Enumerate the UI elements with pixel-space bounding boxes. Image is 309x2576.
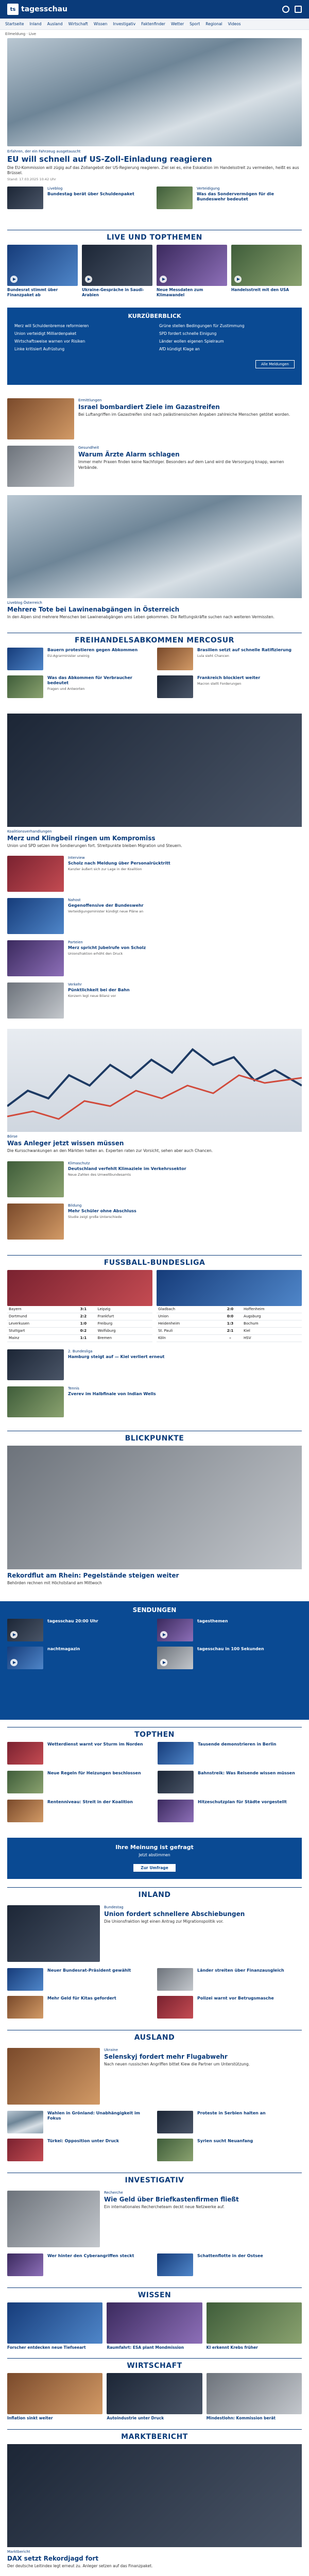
thumb-image	[157, 1996, 193, 2019]
kicker: Tennis	[68, 1386, 79, 1391]
headline[interactable]: Wetterdienst warnt vor Sturm im Norden	[47, 1742, 143, 1747]
sub: Verteidigungsminister kündigt neue Pläne an	[68, 909, 144, 914]
wissen-cards	[0, 2302, 309, 2350]
card-image	[7, 2373, 102, 2414]
sendung-item[interactable]	[157, 1647, 302, 1669]
kurz-item[interactable]: Länder wollen eigenen Spielraum	[159, 339, 224, 344]
inland-lead[interactable]	[0, 1902, 309, 1965]
headline[interactable]: Zverev im Halbfinale von Indian Wells	[68, 1391, 156, 1396]
section-title-bundesliga: FUSSBALL-BUNDESLIGA	[104, 1258, 205, 1267]
lead-meta: Stand: 17.03.2025 10:42 Uhr	[7, 177, 56, 182]
nav-item[interactable]: Sport	[190, 22, 200, 26]
sendung-title[interactable]: nachtmagazin	[47, 1647, 80, 1652]
bundesliga-tables	[0, 1270, 309, 1342]
thumb-image	[157, 2139, 193, 2161]
kurz-item[interactable]: Union verteidigt Milliardenpaket	[14, 331, 77, 336]
nav-item[interactable]: Wirtschaft	[68, 22, 88, 26]
nav-item[interactable]: Faktenfinder	[141, 22, 165, 26]
sendung-title[interactable]: tagesschau 20:00 Uhr	[47, 1619, 98, 1624]
chart-story[interactable]	[0, 1029, 309, 1154]
kurz-item[interactable]: Merz will Schuldenbremse reformieren	[14, 324, 89, 328]
wirtschaft-card[interactable]	[7, 2373, 102, 2420]
kicker: Börse	[7, 1134, 18, 1139]
live-card[interactable]	[82, 245, 152, 297]
play-icon[interactable]	[10, 276, 18, 283]
headline[interactable]: Deutschland verfehlt Klimaziele im Verkehrssektor	[68, 1166, 186, 1171]
headline[interactable]: Rentenniveau: Streit in der Koalition	[47, 1800, 133, 1805]
thumb-image	[158, 1771, 194, 1793]
headline[interactable]: Frankreich blockiert weiter	[197, 675, 261, 680]
headline[interactable]: DAX setzt Rekordjagd fort	[7, 2554, 99, 2562]
markt-story[interactable]	[0, 2444, 309, 2569]
story-image	[7, 714, 302, 827]
headline[interactable]: Hamburg steigt auf — Kiel verliert erneut	[68, 1354, 165, 1359]
thumb-image	[7, 982, 64, 1019]
kurz-item[interactable]: AfD kündigt Klage an	[159, 347, 200, 351]
table-row[interactable]: Leverkusen 1:0 Freiburg	[7, 1320, 152, 1327]
nav-item[interactable]: Startseite	[5, 22, 24, 26]
thumb-image	[157, 648, 193, 670]
story-image	[7, 2444, 302, 2547]
card-title[interactable]: Neue Messdaten zum Klimawandel	[157, 287, 203, 297]
thumb-image	[7, 856, 64, 892]
list-item[interactable]	[0, 1346, 309, 1383]
kurzueberblick-box	[7, 308, 302, 385]
play-icon[interactable]	[160, 276, 167, 283]
kicker: Gesundheit	[78, 446, 99, 450]
thumb-image	[7, 898, 64, 934]
lead-row	[0, 187, 309, 209]
breaking-text[interactable]: Eilmeldung · Live	[5, 32, 37, 36]
teaser: Bei Luftangriffen im Gazastreifen sind nach palästinensischen Angaben zahlreiche Menschen getötet worden.	[78, 412, 290, 417]
card-title[interactable]: Forscher entdecken neue Tiefseeart	[7, 2345, 86, 2350]
thumb-image	[157, 1647, 193, 1669]
ausland-item[interactable]	[157, 2111, 302, 2133]
play-icon[interactable]	[234, 276, 242, 283]
all-news-button[interactable]: Alle Meldungen	[255, 360, 295, 368]
sub: Neue Zahlen des Umweltbundesamts	[68, 1172, 131, 1177]
headline[interactable]: Bahnstreik: Was Reisende wissen müssen	[198, 1771, 295, 1776]
nav-item[interactable]: Wissen	[93, 22, 108, 26]
wirtschaft-cards	[0, 2373, 309, 2420]
results-table	[157, 1306, 302, 1342]
inland-item[interactable]	[7, 1968, 152, 1991]
section-title-markt: MARKTBERICHT	[121, 2432, 188, 2441]
kicker: Ukraine	[104, 2048, 118, 2053]
headline[interactable]: Gegenoffensive der Bundeswehr	[68, 903, 144, 908]
top-item[interactable]	[7, 1800, 151, 1822]
thumb-image	[158, 1800, 194, 1822]
card-title[interactable]: Mindestlohn: Kommission berät	[206, 2416, 276, 2421]
big-story[interactable]	[0, 714, 309, 849]
nav-item[interactable]: Videos	[228, 22, 241, 26]
headline[interactable]: Merz spricht Jubelrufe von Scholz	[68, 945, 146, 951]
lead-headline[interactable]: EU will schnell auf US-Zoll-Einladung reagieren	[7, 155, 212, 164]
card-image	[207, 2302, 302, 2344]
play-icon[interactable]	[160, 1659, 167, 1666]
card-image	[231, 245, 302, 286]
card-image	[7, 2302, 102, 2344]
headline[interactable]: Hitzeschutzplan für Städte vorgestellt	[198, 1800, 287, 1805]
headline[interactable]: Türkei: Opposition unter Druck	[47, 2139, 119, 2144]
card-image	[7, 245, 78, 286]
headline[interactable]: Warum Ärzte Alarm schlagen	[78, 451, 180, 458]
top-bar	[0, 0, 309, 19]
kurz-title: KURZÜBERBLICK	[128, 313, 181, 319]
sendung-title[interactable]: tagesschau in 100 Sekunden	[197, 1647, 264, 1652]
kicker: 2. Bundesliga	[68, 1349, 93, 1353]
story[interactable]	[0, 395, 309, 443]
thumb-image	[157, 2253, 193, 2276]
kicker: Nahost	[68, 898, 81, 903]
headline[interactable]: Schattenflotte in der Ostsee	[197, 2253, 263, 2259]
thumb-image	[7, 1905, 100, 1962]
headline[interactable]: Brasilien setzt auf schnelle Ratifizierung	[197, 647, 291, 652]
investigativ-item[interactable]	[157, 2253, 302, 2276]
mercosur-item[interactable]	[157, 648, 302, 670]
nav-item[interactable]: Investigativ	[113, 22, 136, 26]
investigativ-grid	[0, 2250, 309, 2279]
sub: Studie zeigt große Unterschiede	[68, 1214, 122, 1219]
sendung-item[interactable]	[7, 1647, 152, 1669]
headline[interactable]: Neuer Bundesrat-Präsident gewählt	[47, 1968, 131, 1973]
thumb-image	[7, 2048, 100, 2105]
card-title[interactable]: Ukraine-Gespräche in Saudi-Arabien	[82, 287, 144, 297]
headline[interactable]: Wer hinter den Cyberangriffen steckt	[47, 2253, 134, 2259]
sub: EU-Agrarminister uneinig	[47, 653, 90, 658]
kicker: Klimaschutz	[68, 1161, 90, 1165]
chart-graphic	[7, 1029, 302, 1132]
lead-kicker: Erfahren, der ein Fahrzeug ausgetauscht	[7, 149, 81, 154]
breaking-bar	[0, 30, 309, 38]
inland-item[interactable]	[157, 1968, 302, 1991]
list-item[interactable]	[0, 1158, 309, 1200]
thumb-image	[157, 1619, 193, 1641]
table-row[interactable]: Köln – HSV	[157, 1334, 302, 1342]
ausland-grid	[0, 2108, 309, 2164]
lead-teaser: Die EU-Kommission will zügig auf das Zollangebot der US-Regierung reagieren. Ziel sei es, eine Eskalation im Handelsstreit zu vermeiden, heißt es aus Brüssel.	[7, 165, 299, 176]
thumb-image	[157, 1968, 193, 1991]
thumb-image	[157, 675, 193, 698]
list-item[interactable]	[0, 1383, 309, 1420]
kurz-item[interactable]: Linke kritisiert Aufrüstung	[14, 347, 65, 351]
kicker: Bundestag	[104, 1905, 124, 1910]
headline[interactable]: Länder streiten über Finanzausgleich	[197, 1968, 284, 1973]
kicker: Recherche	[104, 2191, 123, 2195]
ausland-item[interactable]	[7, 2111, 152, 2133]
mercosur-grid	[0, 648, 309, 698]
thumb-image	[7, 1647, 43, 1669]
sub: Macron stellt Forderungen	[197, 681, 242, 686]
headline[interactable]: Was Anleger jetzt wissen müssen	[7, 1140, 124, 1147]
mercosur-item[interactable]	[157, 675, 302, 698]
section-title-wirtschaft: WIRTSCHAFT	[127, 2362, 182, 2370]
headline[interactable]: Bundestag berät über Schuldenpaket	[47, 192, 134, 197]
teaser: Ein internationales Rechercheteam deckt neue Netzwerke auf.	[104, 2205, 225, 2210]
kicker: Verkehr	[68, 982, 82, 987]
cta-button[interactable]: Zur Umfrage	[133, 1864, 175, 1872]
story[interactable]	[0, 443, 309, 490]
thumb-image	[7, 1968, 43, 1991]
section-title-live: LIVE UND TOPTHEMEN	[107, 233, 202, 242]
cta-sub: Jetzt abstimmen	[139, 1853, 170, 1858]
table-row[interactable]: Heidenheim 1:3 Bochum	[157, 1320, 302, 1327]
story-image	[7, 1029, 302, 1132]
mercosur-item[interactable]	[7, 675, 152, 698]
match-image[interactable]	[7, 1270, 152, 1306]
logo-text: tagesschau	[21, 5, 68, 13]
kicker: Verteidigung	[197, 187, 220, 191]
list-item[interactable]	[0, 979, 309, 1022]
wissen-card[interactable]	[7, 2302, 102, 2350]
section-title-investigativ: INVESTIGATIV	[125, 2176, 184, 2185]
thumb-image	[157, 2111, 193, 2133]
headline[interactable]: Mehr Geld für Kitas gefordert	[47, 1996, 116, 2001]
headline[interactable]: Wahlen in Grönland: Unabhängigkeit im Fokus	[47, 2111, 141, 2121]
play-icon[interactable]	[10, 1659, 18, 1666]
story-large[interactable]	[0, 495, 309, 620]
table-row[interactable]: Gladbach 2:0 Hoffenheim	[157, 1306, 302, 1313]
thumb-image	[7, 1386, 64, 1417]
sub: Fragen und Antworten	[47, 686, 85, 691]
headline[interactable]: Wie Geld über Briefkastenfirmen fließt	[104, 2196, 239, 2204]
kicker: Bildung	[68, 1203, 82, 1208]
headline[interactable]: Mehr Schüler ohne Abschluss	[68, 1208, 136, 1213]
thumb-image	[7, 2139, 43, 2161]
headline[interactable]: Selenskyj fordert mehr Flugabwehr	[104, 2053, 228, 2061]
card-title[interactable]: Autoindustrie unter Druck	[107, 2416, 164, 2421]
nav-item[interactable]: Wetter	[170, 22, 184, 26]
teaser: Die Unionsfraktion legt einen Antrag zur Migrationspolitik vor.	[104, 1919, 224, 1924]
top-item[interactable]	[158, 1771, 302, 1793]
story-image	[7, 398, 74, 439]
card-title[interactable]: Bundesrat stimmt über Finanzpaket ab	[7, 287, 58, 297]
cta-box	[7, 1838, 302, 1879]
teaser: In den Alpen sind mehrere Menschen bei Lawinenabgängen ums Leben gekommen. Die Rettungskräfte suchen nach weiteren Vermissten.	[7, 615, 275, 620]
top-item[interactable]	[7, 1771, 151, 1793]
card-image	[157, 245, 227, 286]
thumb-image	[7, 1771, 43, 1793]
list1	[0, 853, 309, 1022]
nav-item[interactable]: Regional	[205, 22, 222, 26]
menu-icon[interactable]	[295, 6, 302, 13]
headline[interactable]: Bauern protestieren gegen Abkommen	[47, 647, 138, 652]
headline[interactable]: Union fordert schnellere Abschiebungen	[104, 1910, 245, 1918]
ausland-item[interactable]	[157, 2139, 302, 2161]
thumb-image	[7, 187, 43, 209]
wirtschaft-card[interactable]	[107, 2373, 202, 2420]
live-card[interactable]	[231, 245, 302, 297]
headline[interactable]: Israel bombardiert Ziele im Gazastreifen	[78, 403, 220, 411]
kicker: Liveblog	[47, 187, 63, 191]
story-image	[7, 495, 302, 598]
kicker: Koalitionsverhandlungen	[7, 829, 52, 834]
logo-mark: ts	[7, 4, 19, 15]
sub: Konzern legt neue Bilanz vor	[68, 994, 116, 998]
search-icon[interactable]	[282, 6, 289, 13]
kurz-item[interactable]: Wirtschaftsweise warnen vor Risiken	[14, 339, 85, 344]
inland-item[interactable]	[7, 1996, 152, 2019]
wirtschaft-card[interactable]	[207, 2373, 302, 2420]
lead-story[interactable]	[0, 38, 309, 181]
inland-grid	[0, 1965, 309, 2022]
kicker: Ermittlungen	[78, 398, 102, 402]
sendung-title[interactable]: tagesthemen	[197, 1619, 228, 1624]
thumb-image	[7, 940, 64, 976]
section-title-ausland: AUSLAND	[134, 2033, 175, 2042]
table-row[interactable]: Dortmund 2:2 Frankfurt	[7, 1313, 152, 1320]
headline[interactable]: Merz und Klingbeil ringen um Kompromiss	[7, 834, 156, 842]
headline[interactable]: Scholz nach Meldung über Personalrücktritt	[68, 861, 170, 866]
card-title[interactable]: Raumfahrt: ESA plant Mondmission	[107, 2345, 184, 2350]
section-title-mercosur: FREIHANDELSABKOMMEN MERCOSUR	[75, 636, 234, 645]
headline[interactable]: Tausende demonstrieren in Berlin	[198, 1742, 277, 1747]
wissen-card[interactable]	[107, 2302, 202, 2350]
list-item[interactable]	[0, 853, 309, 895]
live-card[interactable]	[7, 245, 78, 297]
top-grid	[0, 1742, 309, 1822]
lead-row-item[interactable]	[157, 187, 302, 209]
teaser: Nach neuen russischen Angriffen bittet Kiew die Partner um Unterstützung.	[104, 2062, 250, 2067]
inland-item[interactable]	[157, 1996, 302, 2019]
sport-list	[0, 1346, 309, 1420]
story-image	[7, 1446, 302, 1569]
table-row[interactable]: Union 0:0 Augsburg	[157, 1313, 302, 1320]
play-icon[interactable]	[160, 1631, 167, 1638]
kicker: Interview	[68, 856, 85, 860]
play-icon[interactable]	[85, 276, 92, 283]
table-row[interactable]: Stuttgart 0:2 Wolfsburg	[7, 1327, 152, 1334]
headline[interactable]: Syrien sucht Neuanfang	[197, 2139, 253, 2144]
card-title[interactable]: Handelsstreit mit den USA	[231, 287, 289, 293]
card-image	[107, 2302, 202, 2344]
card-title[interactable]: Inflation sinkt weiter	[7, 2416, 53, 2421]
investigativ-lead[interactable]	[0, 2188, 309, 2250]
investigativ-item[interactable]	[7, 2253, 152, 2276]
headline[interactable]: Rekordflut am Rhein: Pegelstände steigen weiter	[7, 1571, 179, 1579]
table-row[interactable]: St. Pauli 2:1 Kiel	[157, 1327, 302, 1334]
thumb-image	[7, 1204, 64, 1240]
headline[interactable]: Pünktlichkeit bei der Bahn	[68, 988, 130, 993]
top-item[interactable]	[158, 1742, 302, 1765]
kurz-item[interactable]: SPD fordert schnelle Einigung	[159, 331, 217, 336]
section-title-blickpunkte: BLICKPUNKTE	[125, 1434, 184, 1443]
nav-item[interactable]: Ausland	[47, 22, 63, 26]
card-image	[82, 245, 152, 286]
thumb-image	[7, 2253, 43, 2276]
headline[interactable]: Proteste in Serbien halten an	[197, 2111, 266, 2116]
lead-row-item[interactable]	[7, 187, 152, 209]
thumb-image	[7, 675, 43, 698]
thumb-image	[7, 2111, 43, 2133]
teaser: Die Kursschwankungen an den Märkten halten an. Experten raten zur Vorsicht, sehen aber auch Chancen.	[7, 1148, 213, 1154]
live-card[interactable]	[157, 245, 227, 297]
list-item[interactable]	[0, 895, 309, 937]
teaser: Behörden rechnen mit Höchststand am Mittwoch	[7, 1580, 102, 1585]
nav-item[interactable]: Inland	[29, 22, 42, 26]
thumb-image	[7, 1161, 64, 1197]
thumb-image	[7, 1800, 43, 1822]
blickpunkte-story[interactable]	[0, 1446, 309, 1586]
list-item[interactable]	[0, 1200, 309, 1243]
teaser: Der deutsche Leitindex legt erneut zu. Anleger setzen auf das Finanzpaket.	[7, 2564, 153, 2569]
thumb-image	[7, 2191, 100, 2247]
table-row[interactable]: Mainz 1:1 Bremen	[7, 1334, 152, 1342]
headline[interactable]: Was das Sondervermögen für die Bundeswehr bedeutet	[197, 192, 274, 202]
card-title[interactable]: KI erkennt Krebs früher	[206, 2345, 258, 2350]
logo[interactable]	[7, 4, 67, 15]
lead-image[interactable]	[7, 38, 302, 146]
teaser: Immer mehr Praxen finden keine Nachfolger. Besonders auf dem Land wird die Versorgung knapp, warnen Verbände.	[78, 460, 284, 470]
sub: Lula sieht Chancen	[197, 653, 229, 658]
top-item[interactable]	[158, 1800, 302, 1822]
headline[interactable]: Neue Regeln für Heizungen beschlossen	[47, 1771, 141, 1776]
sendung-item[interactable]	[157, 1619, 302, 1641]
top-item[interactable]	[7, 1742, 151, 1765]
section-title-top: TOPTHEN	[134, 1731, 175, 1739]
list2	[0, 1158, 309, 1243]
headline[interactable]: Was das Abkommen für Verbraucher bedeutet	[47, 675, 132, 685]
thumb-image	[7, 1349, 64, 1380]
thumb-image	[7, 1742, 43, 1765]
mercosur-item[interactable]	[7, 648, 152, 670]
main-nav	[0, 19, 309, 30]
headline[interactable]: Mehrere Tote bei Lawinenabgängen in Österreich	[7, 606, 180, 613]
kurz-item[interactable]: Grüne stellen Bedingungen für Zustimmung	[159, 324, 245, 328]
wissen-card[interactable]	[207, 2302, 302, 2350]
section-title-inland: INLAND	[138, 1891, 171, 1900]
sendung-item[interactable]	[7, 1619, 152, 1641]
play-icon[interactable]	[10, 1631, 18, 1638]
results-table	[7, 1306, 152, 1342]
teaser: Union und SPD setzen ihre Sondierungen fort. Streitpunkte bleiben Migration und Steuern.	[7, 843, 182, 848]
thumb-image	[7, 1619, 43, 1641]
ausland-item[interactable]	[7, 2139, 152, 2161]
list-item[interactable]	[0, 937, 309, 979]
sub: Unionsfraktion erhöht den Druck	[68, 952, 123, 956]
thumb-image	[157, 187, 193, 209]
kicker: Liveblog Österreich	[7, 601, 42, 605]
card-image	[207, 2373, 302, 2414]
headline[interactable]: Polizei warnt vor Betrugsmasche	[197, 1996, 274, 2001]
table-row[interactable]: Bayern 3:1 Leipzig	[7, 1306, 152, 1313]
sendungen-title: SENDUNGEN	[132, 1606, 177, 1614]
cta-title: Ihre Meinung ist gefragt	[115, 1844, 194, 1851]
ausland-lead[interactable]	[0, 2045, 309, 2108]
live-cards	[0, 245, 309, 297]
section-title-wissen: WISSEN	[138, 2291, 171, 2300]
thumb-image	[158, 1742, 194, 1765]
card-image	[107, 2373, 202, 2414]
kicker: Marktbericht	[7, 2549, 30, 2554]
kicker: Parteien	[68, 940, 83, 945]
story-image	[7, 446, 74, 487]
thumb-image	[7, 648, 43, 670]
sub: Kanzler äußert sich zur Lage in der Koalition	[68, 867, 142, 872]
thumb-image	[7, 1996, 43, 2019]
sendungen-box	[0, 1601, 309, 1720]
match-image[interactable]	[157, 1270, 302, 1306]
